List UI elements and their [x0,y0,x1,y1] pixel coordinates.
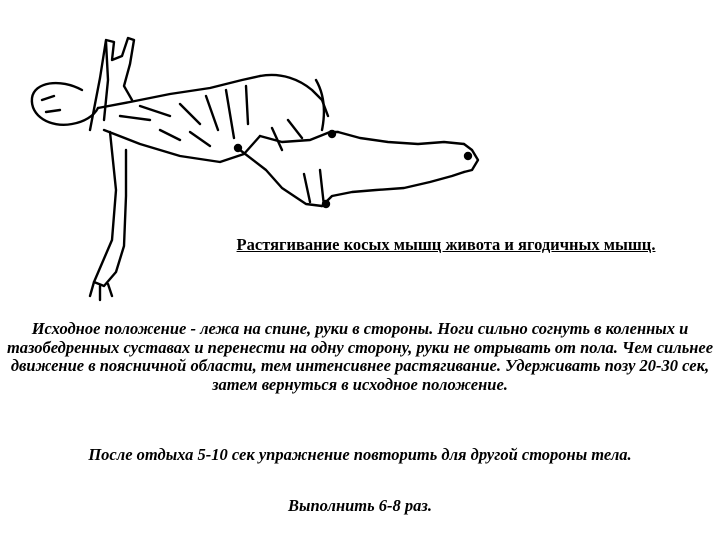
repetitions-paragraph: Выполнить 6-8 раз. [288,496,432,515]
stretching-figure-icon [20,20,500,320]
instruction-paragraph: Исходное положение - лежа на спине, руки в стороны. Ноги сильно согнуть в коленных и тазобедренных суставах и перенести на одну сторону, руки не отрывать от пола. Чем сильнее движение в поясничной области, тем интенсивнее растягивание. Удерживать позу 20-30 сек, затем вернуться в исходное положение. [6,319,714,394]
legs-outline [235,75,478,207]
head-outline [32,83,98,125]
page-title: Растягивание косых мышц живота и ягодичных мышц. [236,235,656,254]
rest-paragraph: После отдыха 5-10 сек упражнение повторить для другой стороны тела. [88,445,632,464]
lower-arm-outline [90,132,126,300]
